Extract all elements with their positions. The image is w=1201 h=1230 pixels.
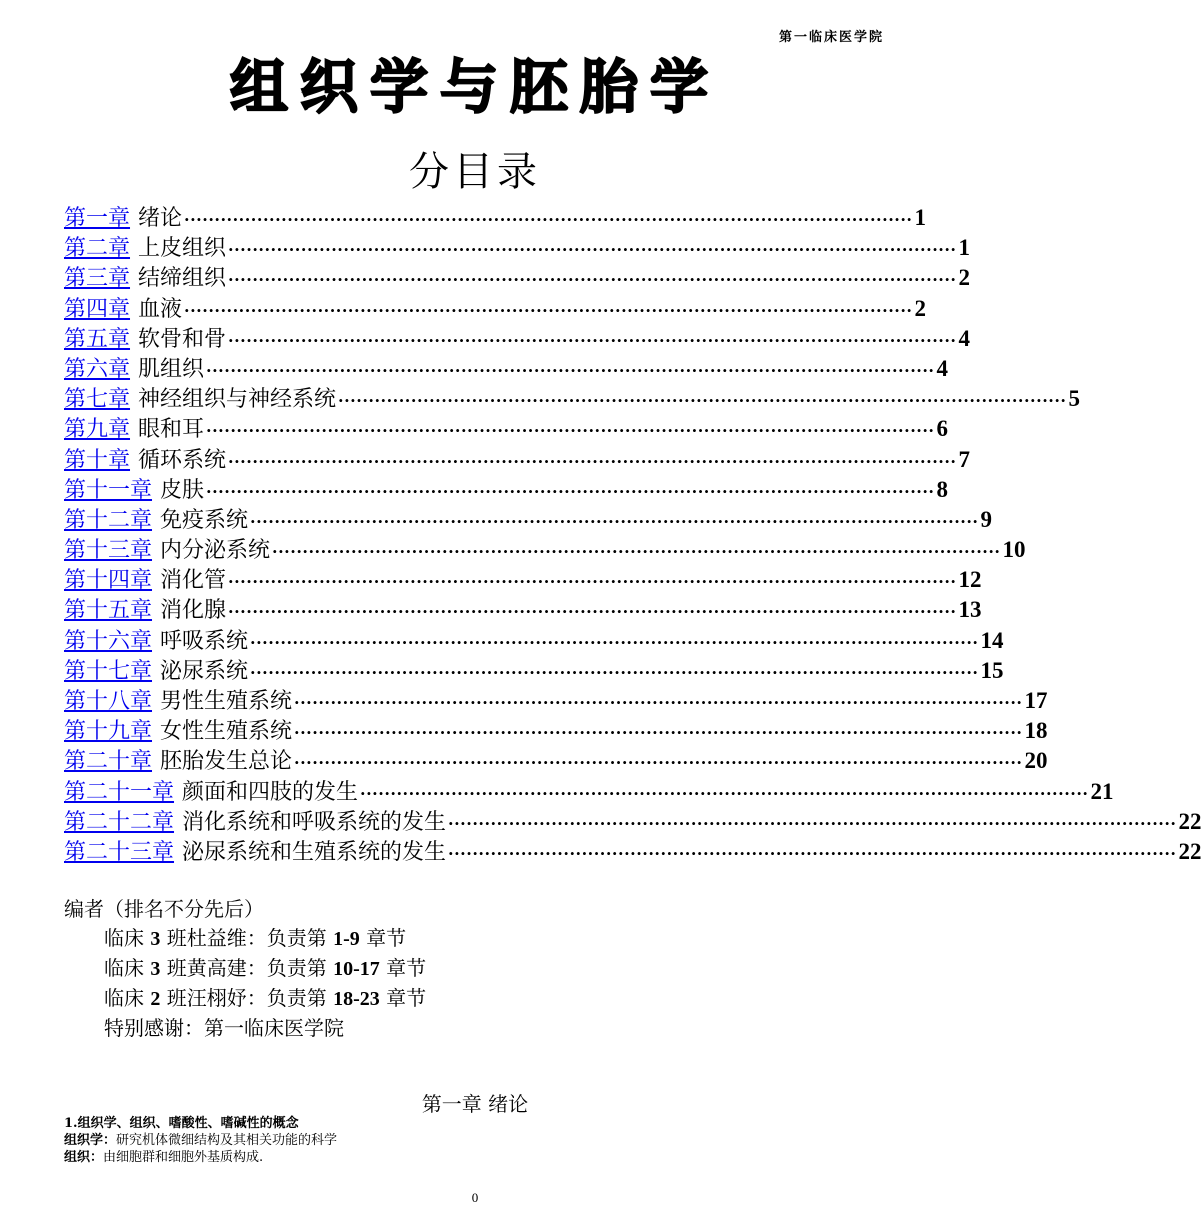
editor-text: 章节: [386, 956, 427, 980]
toc-chapter-title: 泌尿系统: [160, 658, 249, 684]
toc-page-number: 4: [936, 355, 948, 381]
editor-text: 班汪栩妤：负责第: [166, 986, 327, 1010]
toc-leader-dots: ························································································································: [206, 360, 935, 380]
toc-page-number: 13: [958, 597, 982, 623]
toc-page-number: 1: [958, 235, 970, 261]
toc-chapter-title: 上皮组织: [138, 236, 227, 262]
table-of-contents: [64, 203, 1201, 867]
toc-page-number: 12: [958, 567, 982, 593]
toc-leader-dots: ························································································································: [228, 240, 957, 260]
toc-row: [64, 263, 970, 293]
toc-row: [64, 837, 1201, 867]
toc-page-number: 22: [1178, 808, 1201, 834]
toc-page-number: 22: [1178, 838, 1201, 864]
toc-chapter-title: 神经组织与神经系统: [138, 387, 337, 413]
toc-chapter-link[interactable]: 第二十一章: [64, 779, 175, 805]
toc-page-number: 2: [914, 295, 926, 321]
toc-row: [64, 384, 1080, 414]
toc-chapter-title: 女性生殖系统: [160, 719, 293, 745]
toc-row: [64, 535, 1026, 565]
toc-chapter-title: 结缔组织: [138, 266, 227, 292]
toc-chapter-link[interactable]: 第十四章: [64, 568, 153, 594]
editor-class-number: 2: [150, 988, 161, 1010]
editor-line: [64, 924, 426, 954]
toc-page-number: 8: [936, 476, 948, 502]
toc-leader-dots: ························································································································: [228, 602, 957, 622]
toc-chapter-title: 颜面和四肢的发生: [182, 779, 359, 805]
toc-page-number: 18: [1024, 718, 1048, 744]
toc-chapter-link[interactable]: 第十五章: [64, 598, 153, 624]
toc-chapter-link[interactable]: 第二十章: [64, 749, 153, 775]
toc-chapter-link[interactable]: 第二十三章: [64, 839, 175, 865]
toc-chapter-link[interactable]: 第十三章: [64, 538, 153, 564]
toc-chapter-title: 血液: [138, 296, 183, 322]
editor-text: 临床: [104, 956, 144, 980]
toc-leader-dots: ························································································································: [250, 632, 979, 652]
toc-leader-dots: ························································································································: [294, 753, 1023, 773]
editor-chapter-range: 10-17: [333, 958, 380, 980]
definition-line: [64, 1132, 337, 1149]
toc-row: [64, 595, 982, 625]
toc-row: [64, 233, 970, 263]
toc-row: [64, 626, 1004, 656]
editor-chapter-range: 1-9: [333, 928, 360, 950]
toc-chapter-title: 消化系统和呼吸系统的发生: [182, 809, 447, 835]
toc-subtitle: 分目录: [409, 149, 541, 195]
toc-row: [64, 445, 970, 475]
editor-chapter-range: 18-23: [333, 988, 380, 1010]
toc-chapter-link[interactable]: 第十一章: [64, 477, 153, 503]
toc-chapter-link[interactable]: 第十二章: [64, 507, 153, 533]
thanks-line: 特别感谢：第一临床医学院: [104, 1016, 344, 1040]
toc-leader-dots: ························································································································: [206, 421, 935, 441]
toc-row: [64, 203, 926, 233]
toc-chapter-title: 循环系统: [138, 447, 227, 473]
toc-chapter-title: 泌尿系统和生殖系统的发生: [182, 839, 447, 865]
header-school: 第一临床医学院: [778, 30, 884, 45]
toc-chapter-link[interactable]: 第一章: [64, 206, 131, 231]
toc-page-number: 1: [914, 205, 926, 230]
toc-leader-dots: ························································································································: [228, 451, 957, 471]
toc-leader-dots: ························································································································: [338, 391, 1067, 411]
toc-page-number: 15: [980, 657, 1004, 683]
toc-chapter-link[interactable]: 第十章: [64, 447, 131, 473]
editors-section: [64, 895, 426, 1043]
toc-row: [64, 716, 1048, 746]
toc-chapter-title: 胚胎发生总论: [160, 749, 293, 775]
toc-chapter-link[interactable]: 第十六章: [64, 628, 153, 654]
toc-chapter-link[interactable]: 第九章: [64, 417, 131, 443]
toc-chapter-title: 内分泌系统: [160, 538, 271, 564]
toc-chapter-link[interactable]: 第五章: [64, 326, 131, 352]
editor-text: 章节: [386, 986, 427, 1010]
toc-leader-dots: ························································································································: [250, 511, 979, 531]
toc-leader-dots: ························································································································: [228, 270, 957, 290]
toc-page-number: 9: [980, 506, 992, 532]
toc-chapter-link[interactable]: 第六章: [64, 356, 131, 382]
toc-chapter-link[interactable]: 第二十二章: [64, 809, 175, 835]
editor-text: 章节: [366, 926, 407, 950]
toc-leader-dots: ························································································································: [360, 783, 1089, 803]
editors-heading: 编者（排名不分先后）: [64, 897, 264, 921]
toc-row: [64, 565, 982, 595]
definition-term: 组织学：: [64, 1133, 117, 1148]
toc-chapter-link[interactable]: 第七章: [64, 387, 131, 413]
definition-text: 由细胞群和细胞外基质构成.: [103, 1150, 264, 1165]
editor-line: [64, 954, 426, 984]
editor-text: 班杜益维：负责第: [166, 926, 327, 950]
toc-leader-dots: ························································································································: [272, 542, 1001, 562]
toc-row: [64, 777, 1114, 807]
toc-page-number: 2: [958, 265, 970, 291]
toc-chapter-link[interactable]: 第二章: [64, 236, 131, 262]
toc-chapter-link[interactable]: 第三章: [64, 266, 131, 292]
chapter-content: [64, 1115, 337, 1166]
toc-chapter-link[interactable]: 第四章: [64, 296, 131, 322]
toc-leader-dots: ························································································································: [228, 572, 957, 592]
toc-page-number: 21: [1090, 778, 1114, 804]
document-title: 组织学与胚胎学: [229, 53, 720, 121]
toc-chapter-title: 软骨和骨: [138, 326, 227, 352]
definition-term: 组织：: [64, 1150, 104, 1165]
chapter-heading: 第一章 绪论: [421, 1092, 529, 1116]
toc-leader-dots: ························································································································: [228, 330, 957, 350]
editor-class-number: 3: [150, 928, 161, 950]
page-number: 0: [471, 1190, 479, 1205]
toc-row: [64, 746, 1048, 776]
editor-text: 班黄高建：负责第: [166, 956, 327, 980]
toc-page-number: 7: [958, 446, 970, 472]
toc-page-number: 6: [936, 416, 948, 442]
toc-page-number: 20: [1024, 748, 1048, 774]
toc-chapter-title: 呼吸系统: [160, 628, 249, 654]
toc-chapter-link[interactable]: 第十八章: [64, 689, 153, 714]
toc-row: [64, 505, 992, 535]
toc-row: [64, 294, 926, 324]
toc-page-number: 5: [1068, 386, 1080, 412]
toc-page-number: 14: [980, 627, 1004, 653]
toc-chapter-link[interactable]: 第十九章: [64, 719, 153, 745]
toc-chapter-title: 消化腺: [160, 598, 227, 624]
toc-page-number: 10: [1002, 537, 1026, 563]
toc-chapter-title: 消化管: [160, 568, 227, 594]
toc-chapter-title: 男性生殖系统: [160, 689, 293, 714]
toc-leader-dots: ························································································································: [250, 662, 979, 682]
toc-chapter-title: 免疫系统: [160, 507, 249, 533]
toc-row: [64, 686, 1048, 716]
toc-chapter-link[interactable]: 第十七章: [64, 658, 153, 684]
editor-text: 临床: [104, 926, 144, 950]
toc-row: [64, 414, 948, 444]
question-heading: 1.组织学、组织、嗜酸性、嗜碱性的概念: [64, 1116, 299, 1131]
definition-line: [64, 1149, 337, 1166]
toc-leader-dots: ························································································································: [294, 723, 1023, 743]
toc-row: [64, 807, 1201, 837]
toc-row: [64, 324, 970, 354]
toc-leader-dots: ························································································································: [448, 843, 1177, 863]
definition-text: 研究机体微细结构及其相关功能的科学: [116, 1133, 338, 1148]
editor-text: 临床: [104, 986, 144, 1010]
toc-chapter-title: 肌组织: [138, 356, 205, 382]
toc-chapter-title: 绪论: [138, 206, 183, 231]
toc-leader-dots: ························································································································: [294, 693, 1023, 712]
toc-leader-dots: ························································································································: [184, 210, 913, 229]
toc-leader-dots: ························································································································: [448, 813, 1177, 833]
editor-class-number: 3: [150, 958, 161, 980]
toc-row: [64, 656, 1004, 686]
toc-chapter-title: 皮肤: [160, 477, 205, 503]
toc-page-number: 4: [958, 325, 970, 351]
toc-leader-dots: ························································································································: [206, 481, 935, 501]
toc-chapter-title: 眼和耳: [138, 417, 205, 443]
toc-leader-dots: ························································································································: [184, 300, 913, 320]
editor-line: [64, 984, 426, 1014]
toc-page-number: 17: [1024, 688, 1048, 713]
toc-row: [64, 475, 948, 505]
toc-row: [64, 354, 948, 384]
